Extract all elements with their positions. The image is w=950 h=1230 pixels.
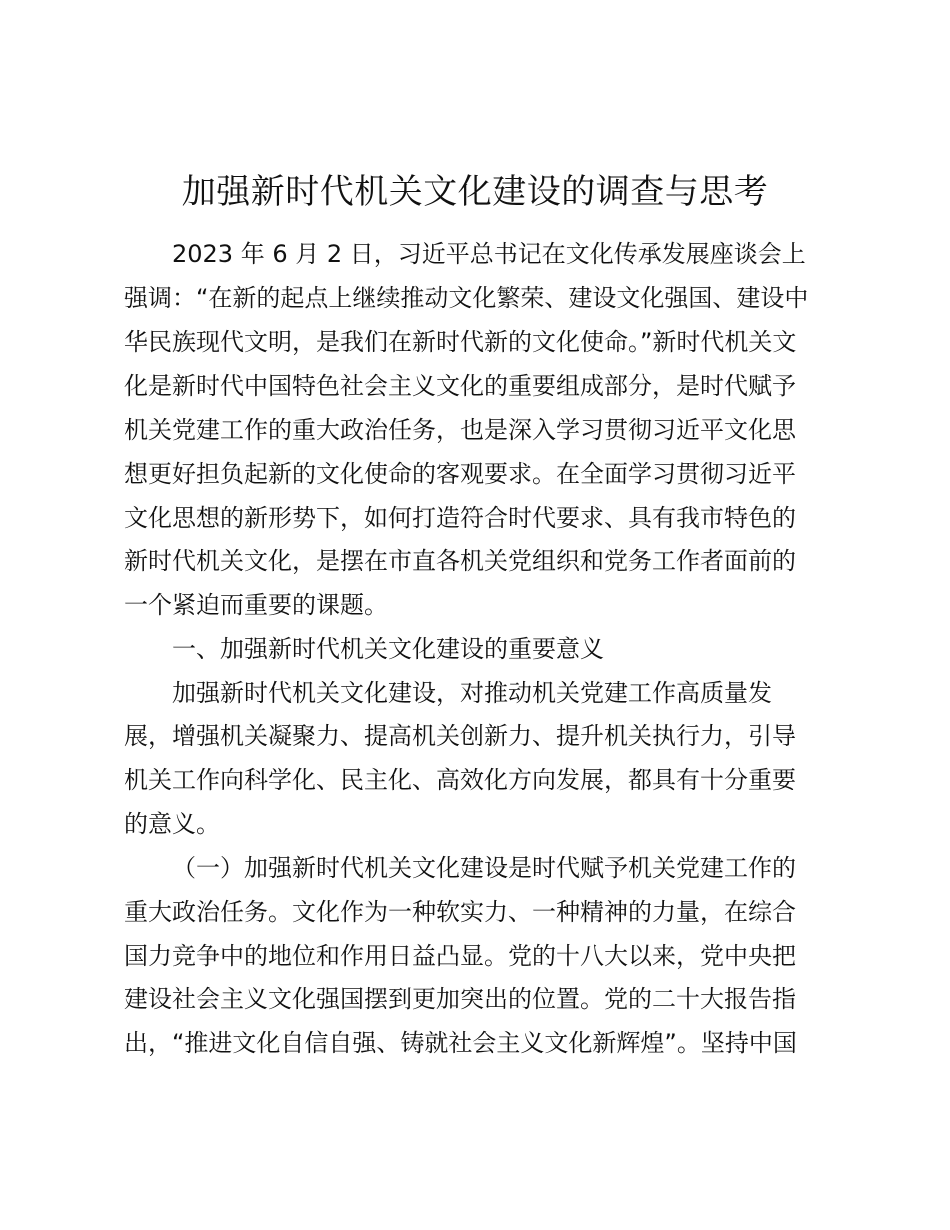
paragraph-line: 化是新时代中国特色社会主义文化的重要组成部分，是时代赋予 [124, 372, 796, 400]
paragraph-line: 重大政治任务。文化作为一种软实力、一种精神的力量，在综合 [124, 898, 796, 926]
paragraph-line: 出，“推进文化自信自强、铸就社会主义文化新辉煌”。坚持中国 [124, 1029, 797, 1057]
paragraph-line: 2023 年 6 月 2 日，习近平总书记在文化传承发展座谈会上 [172, 240, 806, 268]
paragraph-line: 国力竞争中的地位和作用日益凸显。党的十八大以来，党中央把 [124, 942, 796, 970]
paragraph-line: 展，增强机关凝聚力、提高机关创新力、提升机关执行力，引导 [124, 722, 796, 750]
paragraph-line: 一个紧迫而重要的课题。 [124, 591, 388, 619]
paragraph-line: 新时代机关文化，是摆在市直各机关党组织和党务工作者面前的 [124, 547, 796, 575]
paragraph-line: 机关党建工作的重大政治任务，也是深入学习贯彻习近平文化思 [124, 416, 796, 444]
paragraph-line: 华民族现代文明，是我们在新时代新的文化使命。”新时代机关文 [124, 328, 797, 356]
paragraph-line: （一）加强新时代机关文化建设是时代赋予机关党建工作的 [172, 854, 796, 882]
paragraph-line: 加强新时代机关文化建设，对推动机关党建工作高质量发 [172, 679, 772, 707]
document-title: 加强新时代机关文化建设的调查与思考 [181, 172, 769, 212]
paragraph-line: 想更好担负起新的文化使命的客观要求。在全面学习贯彻习近平 [124, 460, 796, 488]
paragraph-line: 建设社会主义文化强国摆到更加突出的位置。党的二十大报告指 [124, 985, 796, 1013]
section-heading: 一、加强新时代机关文化建设的重要意义 [172, 635, 604, 663]
paragraph-line: 的意义。 [124, 810, 220, 838]
paragraph-line: 文化思想的新形势下，如何打造符合时代要求、具有我市特色的 [124, 504, 796, 532]
paragraph-line: 强调：“在新的起点上继续推动文化繁荣、建设文化强国、建设中 [124, 284, 809, 312]
paragraph-line: 机关工作向科学化、民主化、高效化方向发展，都具有十分重要 [124, 766, 796, 794]
